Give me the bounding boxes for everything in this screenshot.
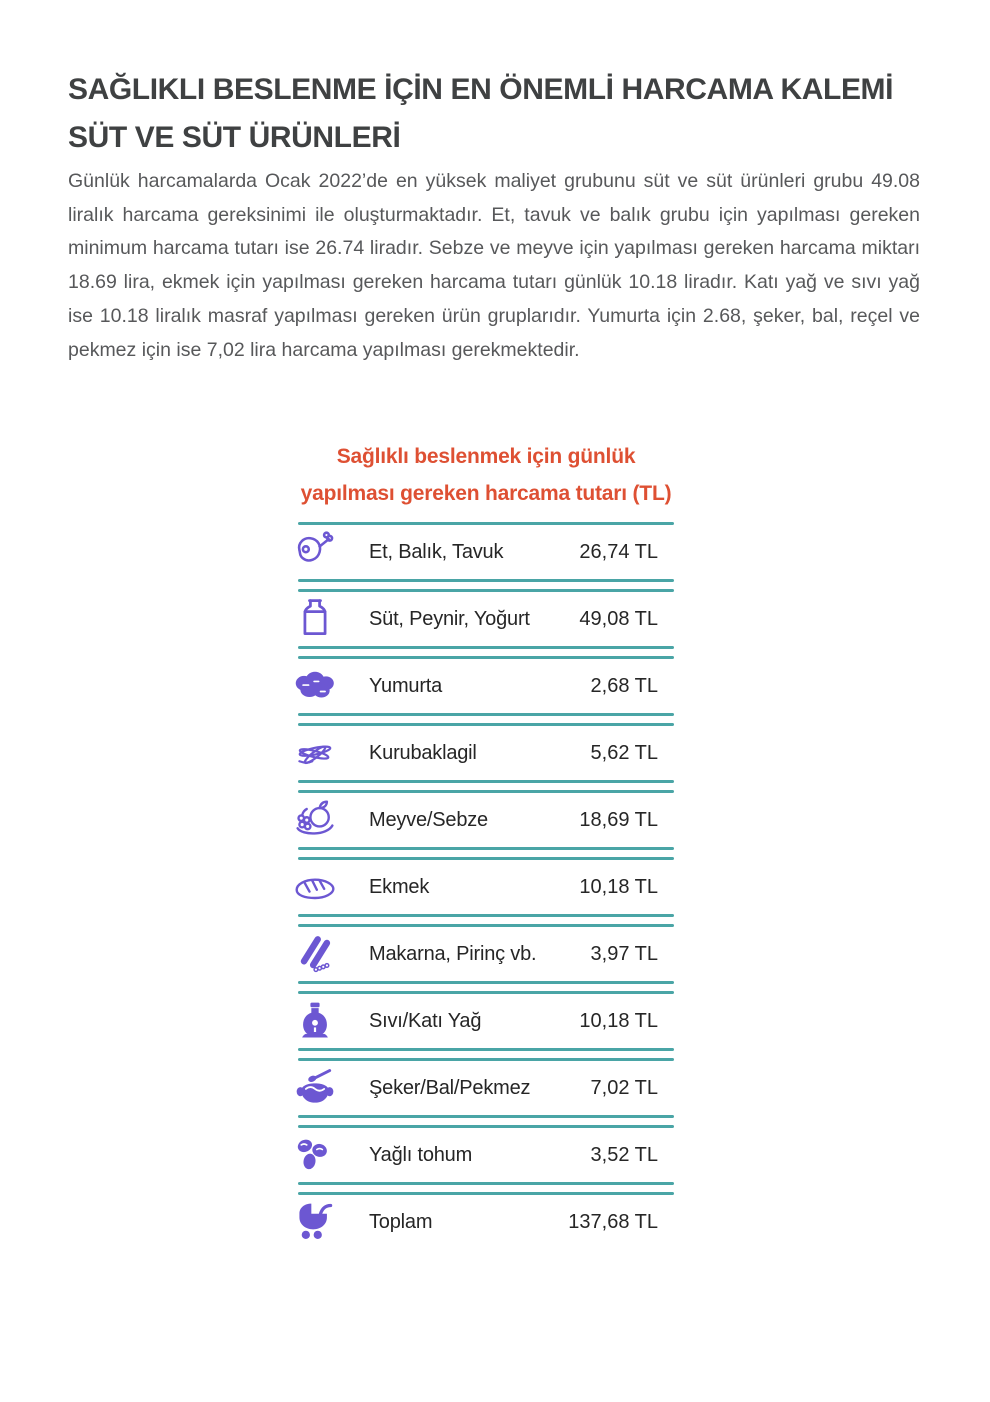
row-label: Et, Balık, Tavuk	[369, 540, 504, 563]
eggs-icon	[289, 664, 341, 708]
intro-paragraph: Günlük harcamalarda Ocak 2022’de en yüksek maliyet grubunu süt ve süt ürünleri grubu 49.08 liralık harcama gereksinimi ile oluşturmaktadır. Et, tavuk ve balık grubu için yapılması gereken minimum harcama tutarı ise 26.74 liradır. Sebze ve meyve için yapılması gereken harcama miktarı 18.69 lira, ekmek için yapılması gereken harcama tutarı günlük 10.18 liradır. Katı yağ ve sıvı yağ ise 10.18 liralık masraf yapılması gereken ürün gruplarıdır. Yumurta için 2.68, şeker, bal, reçel ve pekmez için ise 7,02 lira harcama yapılması gerekmektedir.	[68, 170, 920, 361]
divider	[298, 780, 674, 793]
table-row	[298, 860, 674, 914]
chart-title-line1: Sağlıklı beslenmek için günlük	[336, 445, 636, 468]
row-value: 18,69 TL	[579, 808, 658, 831]
divider	[298, 579, 674, 592]
divider	[298, 847, 674, 860]
table-row	[298, 927, 674, 981]
page-title-line1: SAĞLIKLI BESLENME İÇİN EN ÖNEMLİ HARCAMA KALEMİ	[68, 73, 894, 106]
table-row	[298, 659, 674, 713]
row-value: 10,18 TL	[579, 1009, 658, 1032]
row-value: 49,08 TL	[579, 607, 658, 630]
nuts-icon	[289, 1133, 341, 1177]
table-row	[298, 525, 674, 579]
row-label: Makarna, Pirinç vb.	[369, 942, 537, 965]
divider	[298, 1182, 674, 1195]
table-row	[298, 1128, 674, 1182]
milk-bottle-icon	[289, 597, 341, 641]
row-label: Yağlı tohum	[369, 1143, 473, 1166]
row-label: Sıvı/Katı Yağ	[369, 1009, 482, 1032]
pasta-icon	[289, 932, 341, 976]
table-row	[298, 592, 674, 646]
legumes-icon	[289, 731, 341, 775]
row-label: Kurubaklagil	[369, 741, 477, 764]
divider	[298, 1048, 674, 1061]
row-label: Meyve/Sebze	[369, 808, 488, 831]
table-row-total	[298, 1195, 674, 1249]
row-value: 5,62 TL	[590, 741, 658, 764]
row-label: Şeker/Bal/Pekmez	[369, 1076, 531, 1099]
bread-icon	[289, 865, 341, 909]
row-value: 137,68 TL	[568, 1210, 658, 1233]
row-value: 7,02 TL	[590, 1076, 658, 1099]
row-label: Ekmek	[369, 875, 430, 898]
divider	[298, 646, 674, 659]
page-title	[68, 66, 928, 162]
row-label: Toplam	[369, 1210, 433, 1233]
meat-icon	[289, 530, 341, 574]
row-label: Yumurta	[369, 674, 443, 697]
table-row	[298, 793, 674, 847]
divider	[298, 981, 674, 994]
row-value: 10,18 TL	[579, 875, 658, 898]
honey-pot-icon	[289, 1066, 341, 1110]
table-row	[298, 994, 674, 1048]
fruit-icon	[289, 798, 341, 842]
chart-title	[298, 438, 674, 512]
divider	[298, 713, 674, 726]
chart-title-line2: yapılması gereken harcama tutarı (TL)	[300, 482, 672, 505]
row-value: 26,74 TL	[579, 540, 658, 563]
row-label: Süt, Peynir, Yoğurt	[369, 607, 530, 630]
row-value: 3,97 TL	[590, 942, 658, 965]
page-title-line2: SÜT VE SÜT ÜRÜNLERİ	[68, 121, 401, 154]
row-value: 3,52 TL	[590, 1143, 658, 1166]
table-row	[298, 1061, 674, 1115]
divider	[298, 1115, 674, 1128]
row-value: 2,68 TL	[590, 674, 658, 697]
expense-table	[298, 438, 674, 1249]
oil-bottle-icon	[289, 999, 341, 1043]
cart-icon	[289, 1200, 341, 1244]
divider	[298, 914, 674, 927]
table-row	[298, 726, 674, 780]
